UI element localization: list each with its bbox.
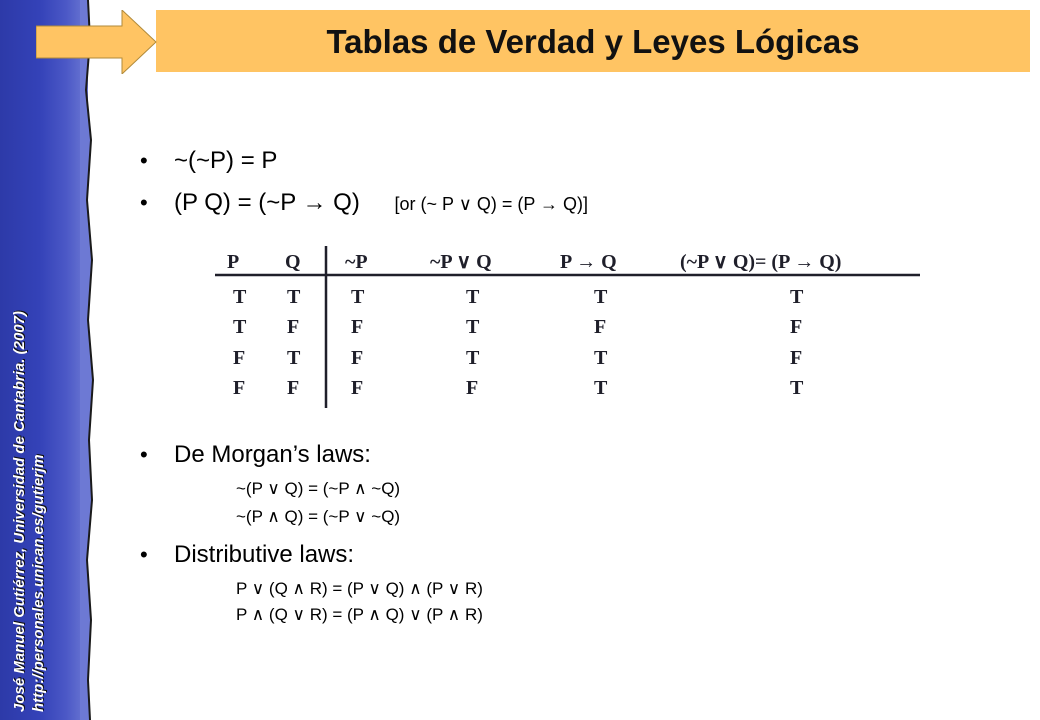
credit-author: José Manuel Gutiérrez, Universidad de Cantabria. (2007)	[11, 311, 28, 712]
table-cell: F	[287, 377, 300, 399]
sidebar-band	[0, 0, 88, 720]
table-cell: F	[790, 347, 803, 369]
table-cell: T	[466, 286, 480, 308]
table-cell: T	[594, 347, 608, 369]
table-cell: F	[594, 316, 607, 338]
implication-note: [or (~ P ∨ Q) = (P → Q)]	[394, 194, 589, 214]
bullet-double-negation: • ~(~P) = P	[140, 147, 278, 174]
bullet-implication: • (P Q) = (~P → Q) [or (~ P ∨ Q) = (P → Q)]	[140, 189, 589, 216]
table-cell: T	[287, 347, 301, 369]
table-cell: T	[594, 286, 608, 308]
table-cell: T	[466, 347, 480, 369]
table-cell: F	[351, 377, 364, 399]
table-cell: T	[233, 316, 247, 338]
bullet-distributive: • Distributive laws:	[140, 541, 355, 568]
table-cell: T	[233, 286, 247, 308]
table-header-cell: ~P ∨ Q	[430, 251, 492, 273]
table-cell: F	[287, 316, 300, 338]
author-credit	[10, 311, 48, 712]
truth-table	[215, 240, 920, 410]
table-header-cell: Q	[285, 251, 301, 273]
table-cell: T	[287, 286, 301, 308]
credit-url: http://personales.unican.es/gutierjm	[30, 454, 47, 712]
table-header-cell: (~P ∨ Q)= (P → Q)	[680, 251, 842, 273]
table-cell: T	[790, 286, 804, 308]
distributive-heading: Distributive laws:	[174, 541, 355, 568]
table-cell: F	[466, 377, 479, 399]
distributive-law-2: P ∧ (Q ∨ R) = (P ∧ Q) ∨ (P ∧ R)	[236, 605, 483, 624]
implication-text: (P Q) = (~P → Q)	[174, 189, 360, 216]
de-morgan-law-1: ~(P ∨ Q) = (~P ∧ ~Q)	[236, 479, 401, 498]
de-morgan-law-2: ~(P ∧ Q) = (~P ∨ ~Q)	[236, 507, 401, 526]
sidebar-torn-edge	[80, 0, 106, 720]
table-cell: F	[351, 316, 364, 338]
bullet-de-morgan: • De Morgan’s laws:	[140, 441, 371, 468]
table-cell: T	[466, 316, 480, 338]
de-morgan-heading: De Morgan’s laws:	[174, 441, 371, 468]
arrow-icon	[36, 10, 160, 74]
double-negation-text: ~(~P) = P	[174, 147, 278, 174]
table-cell: F	[233, 347, 246, 369]
distributive-law-1: P ∨ (Q ∧ R) = (P ∨ Q) ∧ (P ∨ R)	[236, 579, 483, 598]
table-header-cell: P → Q	[560, 251, 617, 273]
table-cell: F	[233, 377, 246, 399]
table-header-cell: ~P	[345, 251, 368, 273]
page-title: Tablas de Verdad y Leyes Lógicas	[326, 23, 860, 60]
table-cell: F	[790, 316, 803, 338]
table-cell: T	[351, 286, 365, 308]
table-cell: T	[594, 377, 608, 399]
table-cell: T	[790, 377, 804, 399]
table-header-cell: P	[227, 251, 240, 273]
table-cell: F	[351, 347, 364, 369]
